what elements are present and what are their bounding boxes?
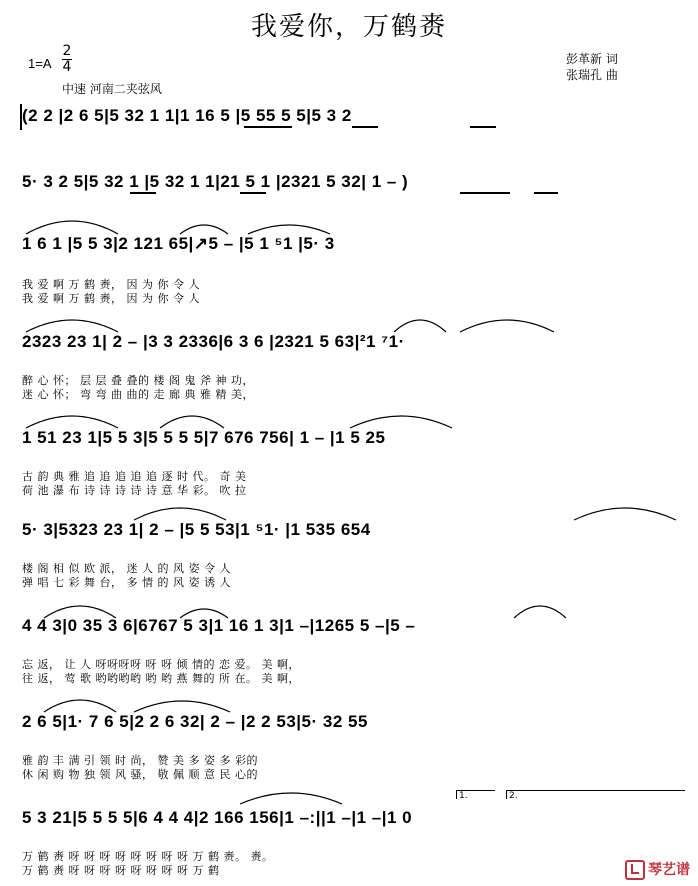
beam — [240, 192, 266, 194]
system-9 — [0, 786, 698, 882]
tempo-marking: 中速 河南二夹弦风 — [62, 82, 162, 96]
notes-line: (2 2 |2 6 5|5 32 1 1|1 16 5 |5 55 5 5|5 3 2 — [22, 106, 352, 125]
slur — [570, 502, 680, 522]
system-5 — [0, 410, 698, 500]
lyrics-verse-1: 楼 阁 相 似 欧 派， 迷 人 的 风 姿 令 人 — [22, 562, 231, 575]
lyrics-verse-1: 忘 返， 让 人 呀呀呀呀 呀 呀 倾 情的 恋 爱。 美 啊， — [22, 658, 300, 671]
notes-line: 1 51 23 1|5 5 3|5 5 5 5|7 676 756| 1 – |1 5 25 — [22, 428, 386, 447]
start-barline — [20, 104, 22, 130]
lyrics-verse-2: 往 返， 莺 歌 哟哟哟哟 哟 哟 燕 舞的 所 在。 美 啊， — [22, 672, 300, 685]
lyrics-verse-2: 荷 池 瀑 布 诗 诗 诗 诗 诗 意 华 彩。 吹 拉 — [22, 484, 247, 497]
watermark-text: 琴艺谱 — [648, 862, 690, 878]
slur — [456, 314, 558, 334]
slur — [22, 410, 122, 430]
lyrics-verse-1: 古 韵 典 雅 追 追 追 追 追 逐 时 代。 奇 美 — [22, 470, 247, 483]
system-1 — [0, 100, 698, 160]
watermark-logo — [625, 859, 690, 880]
second-ending-bracket: 2. — [506, 790, 685, 799]
slur — [510, 600, 570, 620]
notes-line: 5· 3|5323 23 1| 2 – |5 5 53|1 ⁵1· |1 535 654 — [22, 520, 371, 539]
slur — [156, 410, 228, 430]
lyrics-verse-2: 弹 唱 七 彩 舞 台， 多 情 的 风 姿 诱 人 — [22, 576, 231, 589]
notes-line: 5 3 21|5 5 5 5|6 4 4 4|2 166 156|1 –:||1 –|1 –|1 0 — [22, 808, 413, 827]
time-signature-top: 2 — [62, 43, 72, 59]
slur — [390, 314, 450, 334]
lyrics-verse-1: 万 鹤 赉 呀 呀 呀 呀 呀 呀 呀 呀 万 鹤 赉。 赉。 — [22, 850, 274, 863]
lyrics-verse-1: 我 爱 啊 万 鹤 赉， 因 为 你 令 人 — [22, 278, 200, 291]
slur — [22, 314, 122, 334]
beam — [352, 126, 378, 128]
lyrics-verse-1: 醉 心 怀； 层 层 叠 叠的 楼 阁 鬼 斧 神 功， — [22, 374, 254, 387]
slur — [130, 502, 230, 522]
slur — [236, 788, 346, 806]
time-signature-bottom: 4 — [62, 59, 72, 75]
time-signature — [60, 44, 74, 75]
beam — [460, 192, 510, 194]
beam — [130, 192, 156, 194]
slur — [346, 410, 456, 430]
beam — [470, 126, 496, 128]
notes-line: 4 4 3|0 35 3 6|6767 5 3|1 16 1 3|1 –|1265 5 –|5 – — [22, 616, 416, 635]
system-7 — [0, 600, 698, 690]
lyrics-verse-1: 雅 韵 丰 满 引 领 时 尚， 赞 美 多 姿 多 彩的 — [22, 754, 258, 767]
key-signature: 1=A — [28, 56, 52, 71]
lyrics-verse-2: 迷 心 怀； 弯 弯 曲 曲的 走 廊 典 雅 精 美， — [22, 388, 254, 401]
slur — [22, 214, 122, 236]
lyrics-verse-2: 万 鹤 赉 呀 呀 呀 呀 呀 呀 呀 呀 万 鹤 — [22, 864, 220, 877]
notes-line: 5· 3 2 5|5 32 1 |5 32 1 1|21 5 1 |2321 5 32| 1 – ) — [22, 172, 409, 191]
composer-credit: 张瑞孔 曲 — [566, 68, 618, 82]
beam — [244, 126, 292, 128]
first-ending-bracket: 1. — [456, 790, 495, 799]
slur — [40, 694, 120, 714]
notes-line: 2323 23 1| 2 – |3 3 2336|6 3 6 |2321 5 63|²1 ⁷1· — [22, 332, 405, 351]
system-3 — [0, 214, 698, 314]
song-title: 我爱你，万鹤赉 — [250, 12, 447, 42]
lyrics-verse-2: 休 闲 购 物 独 领 风 骚， 敬 佩 顺 意 民 心的 — [22, 768, 258, 781]
lyricist-credit: 彭革新 词 — [566, 52, 618, 66]
logo-icon — [625, 860, 645, 880]
beam — [534, 192, 558, 194]
system-8 — [0, 694, 698, 784]
system-6 — [0, 502, 698, 592]
lyrics-verse-2: 我 爱 啊 万 鹤 赉， 因 为 你 令 人 — [22, 292, 200, 305]
system-4 — [0, 314, 698, 414]
notes-line: 1 6 1 |5 5 3|2 121 65|↗5 – |5 1 ⁵1 |5· 3 — [22, 234, 335, 253]
notes-line: 2 6 5|1· 7 6 5|2 2 6 32| 2 – |2 2 53|5· 32 55 — [22, 712, 368, 731]
